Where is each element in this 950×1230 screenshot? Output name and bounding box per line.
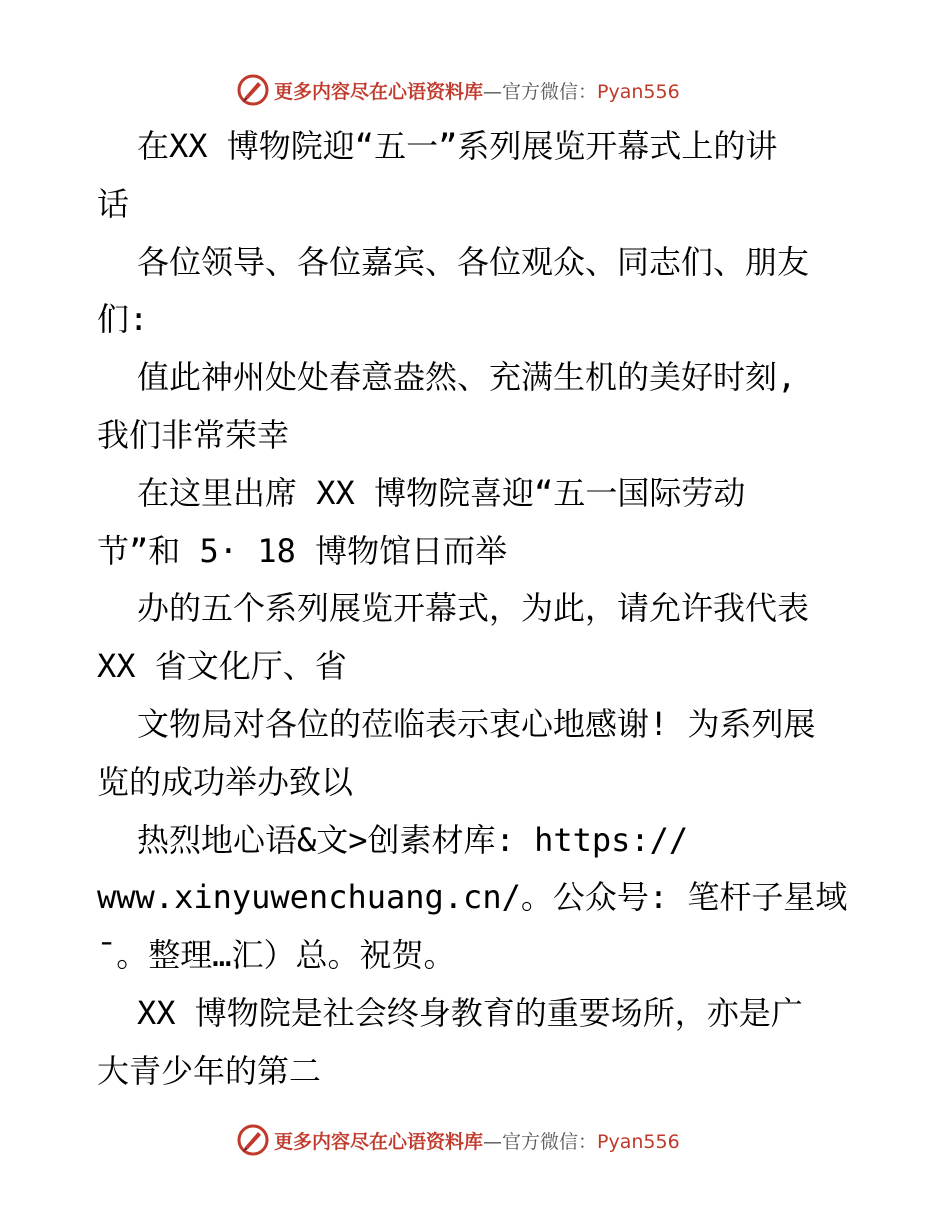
watermark-wechat-label: 官方微信： [502,1130,598,1153]
text-line: 在这里出席 XX 博物院喜迎“五一国际劳动 [137,473,746,512]
text-line: 节”和 5· 18 博物馆日而举 [97,531,508,570]
watermark-dash: — [483,1130,503,1153]
watermark-site: 更多内容尽在心语资料库 [274,1130,484,1153]
watermark-site: 更多内容尽在心语资料库 [274,80,484,103]
watermark-text [274,77,680,104]
quill-logo-icon [236,1123,270,1157]
text-line: 话 [97,184,130,223]
text-line: 大青少年的第二 [97,1051,322,1090]
text-line: 热烈地心语&文>创素材库: https:// [137,820,689,859]
watermark-text [274,1127,680,1154]
text-line: 在XX 博物院迎“五一”系列展览开幕式上的讲 [137,127,778,165]
text-line: 文物局对各位的莅临表示衷心地感谢! 为系列展 [137,704,816,743]
watermark-dash: — [483,80,503,103]
watermark-wechat-id: Pyan556 [597,80,680,103]
text-line: XX 博物院是社会终身教育的重要场所，亦是广 [137,993,803,1032]
text-line: 值此神州处处春意盎然、充满生机的美好时刻, [137,358,797,397]
text-line: 我们非常荣幸 [97,415,290,454]
watermark-header [236,72,680,108]
watermark-footer [236,1122,680,1158]
document-body [97,118,857,1101]
text-line: 览的成功举办致以 [97,762,354,801]
text-line: 各位领导、各位嘉宾、各位观众、同志们、朋友 [137,242,810,281]
text-line: XX 省文化厅、省 [97,647,347,686]
watermark-wechat-id: Pyan556 [597,1130,680,1153]
text-line: 办的五个系列展览开幕式，为此，请允许我代表 [137,589,810,628]
text-line: ¯。整理…汇）总。祝贺。 [97,936,456,975]
text-line: 们: [97,300,149,339]
quill-logo-icon [236,73,270,107]
text-line: www.xinyuwenchuang.cn/。公众号: 笔杆子星域 [97,878,848,917]
watermark-wechat-label: 官方微信： [502,80,598,103]
